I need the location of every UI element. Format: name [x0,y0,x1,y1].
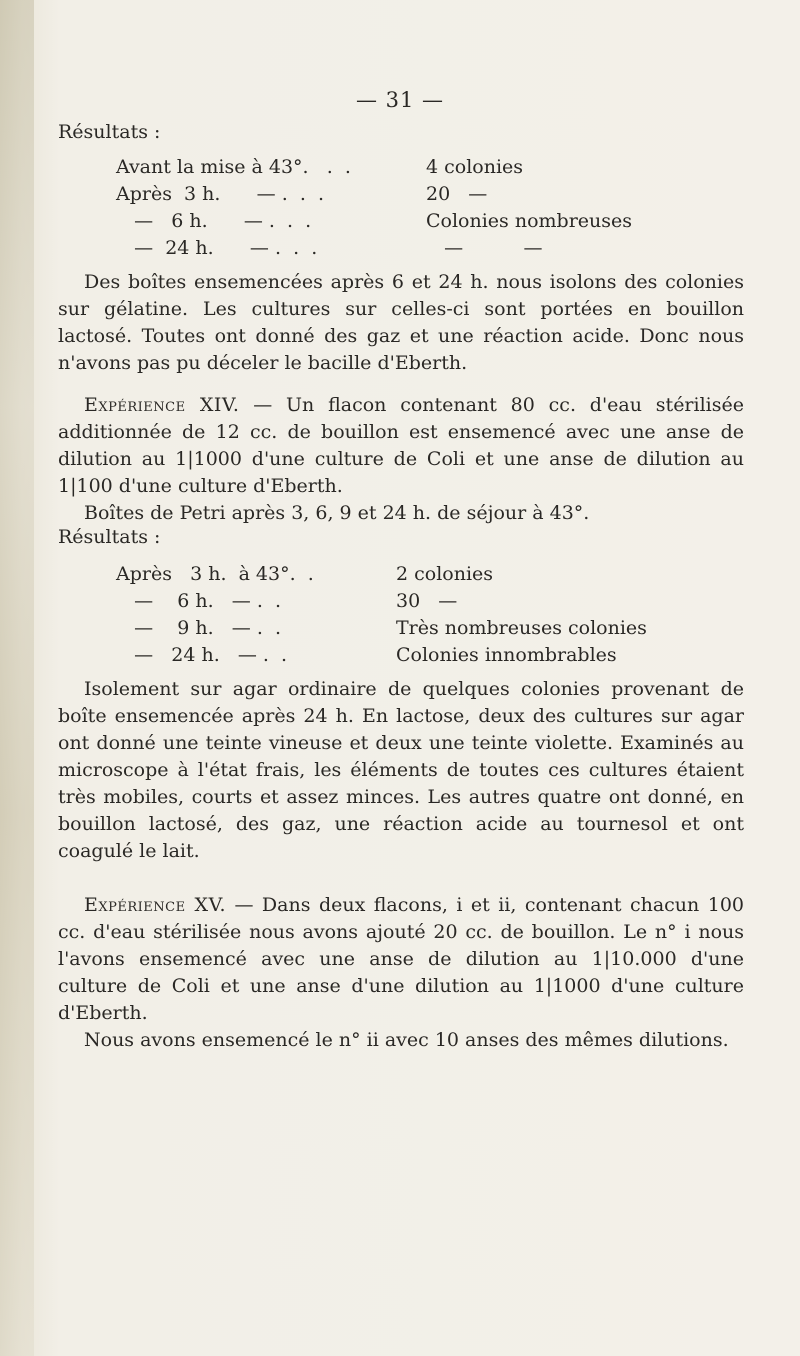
page-number: — 31 — [355,88,445,112]
table-cell-left: — 6 h. — . . [116,590,281,612]
results-label-1: Résultats : [58,121,161,143]
paragraph-text: Isolement sur agar ordinaire de quelques colonies provenant de boîte ensemencée après 24 h. En lactose, deux des cultures sur agar ont donné une teinte vineuse et deux une teinte violette. Examinés au microscope à l'état frais, les éléments de toutes ces cultures étaient très mobiles, courts et assez minces. Les autres quatre ont donné, en bouillon lactosé, des gaz, une réaction acide au tournesol et ont coagulé le lait. [58,678,744,862]
table-row [116,183,736,210]
paragraph-text: Des boîtes ensemencées après 6 et 24 h. nous isolons des colonies sur gélatine. Les cultures sur celles-ci sont portées en bouillon lactosé. Toutes ont donné des gaz et une réaction acide. Donc nous n'avons pas pu déceler le bacille d'Eberth. [58,271,744,374]
table-cell-right: 2 colonies [396,563,494,585]
experiment-15 [58,892,744,1054]
experiment-heading: Expérience XV. [84,894,227,916]
experiment-text: — Dans deux flacons, i et ii, contenant chacun 100 cc. d'eau stérilisée nous avons ajouté 20 cc. de bouillon. Le n° i nous l'avons ensemencé avec une anse de dilution au 1|10.000 d'une culture de Coli et une anse d'une dilution au 1|1000 d'une culture d'Eberth. [58,894,744,1024]
table-cell-left: — 9 h. — . . [116,617,281,639]
table-cell-left: Après 3 h. — . . . [116,183,324,205]
table-row [116,617,736,644]
table-cell-right: Très nombreuses colonies [396,617,647,639]
table-cell-right: 20 — [426,183,488,205]
table-cell-right: Colonies nombreuses [426,210,633,232]
table-cell-right: — — [426,237,543,259]
experiment-line: Boîtes de Petri après 3, 6, 9 et 24 h. de séjour à 43°. [84,502,590,524]
table-row [116,210,736,237]
table-cell-right: 30 — [396,590,458,612]
paragraph-1 [58,269,744,377]
results-table-1 [116,156,736,264]
table-cell-left: Avant la mise à 43°. . . [116,156,351,178]
table-row [116,563,736,590]
paragraph-2 [58,676,744,865]
experiment-14 [58,392,744,527]
table-row [116,156,736,183]
paragraph-text: Nous avons ensemencé le n° ii avec 10 anses des mêmes dilutions. [84,1029,729,1051]
page-edge-stain [0,0,34,1356]
table-cell-left: Après 3 h. à 43°. . [116,563,314,585]
results-table-2 [116,563,736,671]
table-cell-left: — 6 h. — . . . [116,210,312,232]
experiment-text: — Un flacon contenant 80 cc. d'eau stérilisée additionnée de 12 cc. de bouillon est ensemencé avec une anse de dilution au 1|1000 d'une culture de Coli et une anse de dilution au 1|100 d'une culture d'Eberth. [58,394,744,497]
results-label-2: Résultats : [58,526,161,548]
table-cell-right: 4 colonies [426,156,524,178]
experiment-heading: Expérience XIV. [84,394,240,416]
table-cell-right: Colonies innombrables [396,644,617,666]
table-row [116,237,736,264]
table-cell-left: — 24 h. — . . . [116,237,318,259]
table-row [116,590,736,617]
table-row [116,644,736,671]
table-cell-left: — 24 h. — . . [116,644,288,666]
